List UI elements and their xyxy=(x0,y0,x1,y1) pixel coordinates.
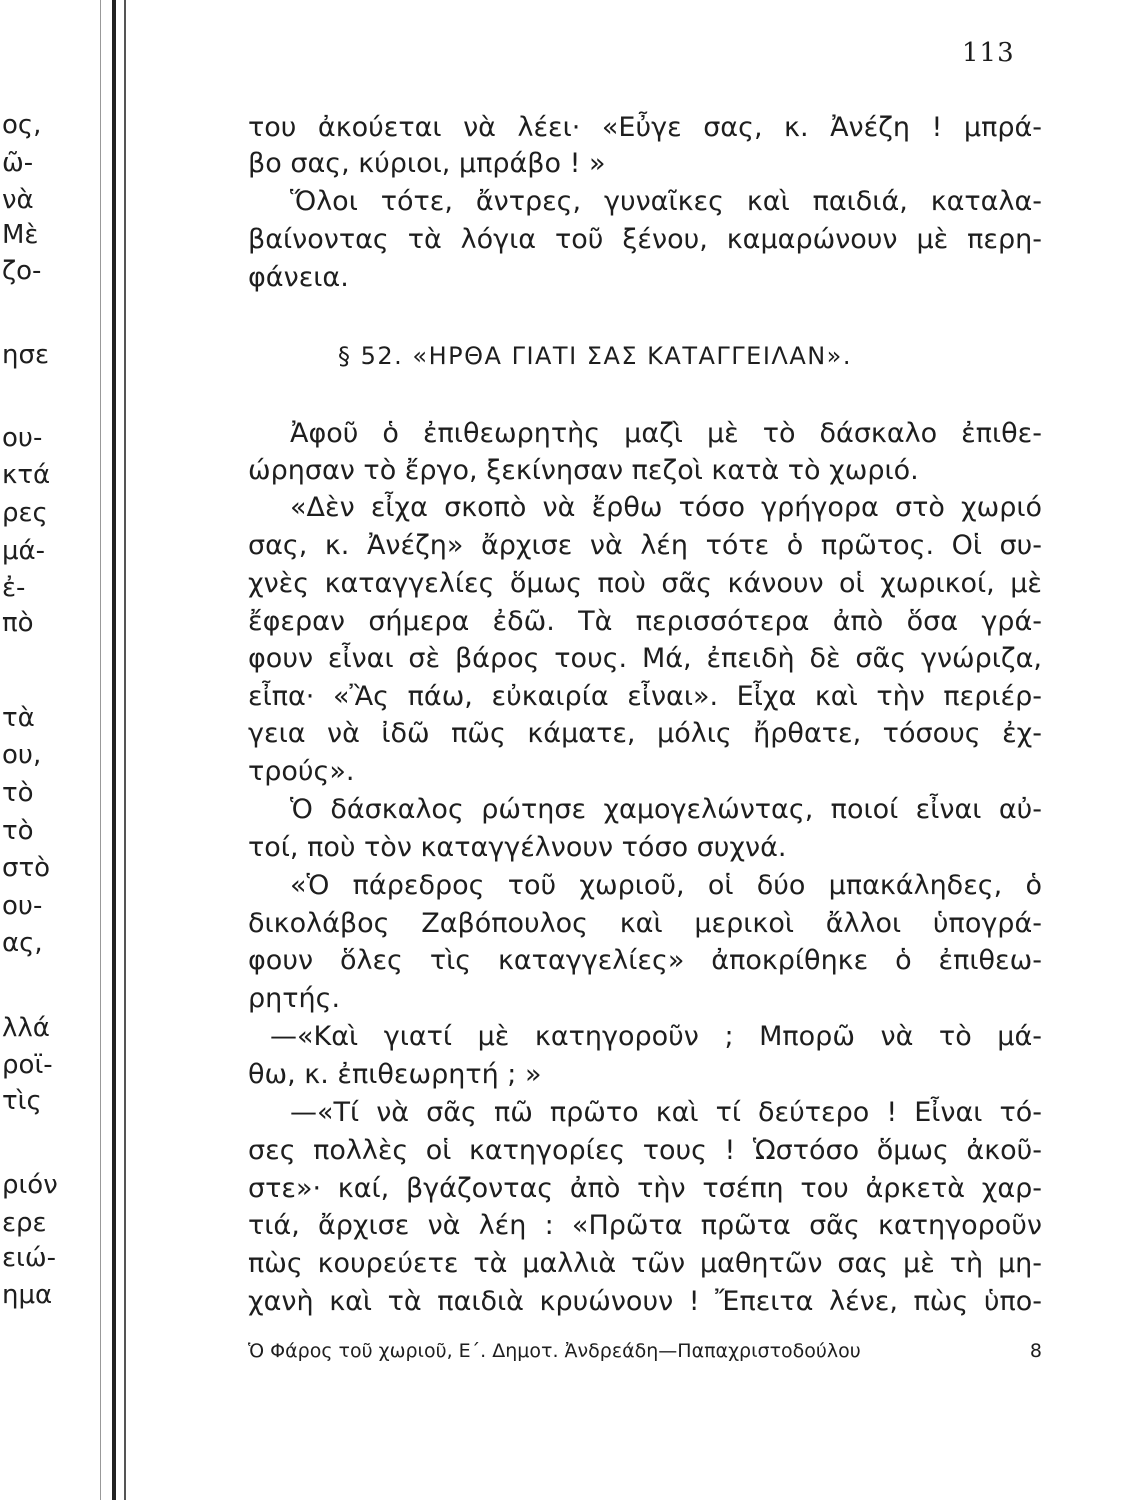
prev-page-fragment: ημα xyxy=(2,1280,53,1310)
prev-page-fragment: ἐ- xyxy=(2,573,26,603)
prev-page-fragment: ησε xyxy=(2,340,50,370)
prev-page-fragment: τὸ xyxy=(2,778,34,808)
text-line: —«Καὶ γιατί μὲ κατηγοροῦν ; Μπορῶ νὰ τὸ μά- xyxy=(270,1021,1042,1052)
prev-page-fragment: λλά xyxy=(2,1013,50,1043)
text-line: χανὴ καὶ τὰ παιδιὰ κρυώνουν ! Ἔπειτα λένε, πὼς ὑπο- xyxy=(248,1286,1042,1317)
text-line: τοί, ποὺ τὸν καταγγέλνουν τόσο συχνά. xyxy=(248,832,787,863)
text-line: τρούς». xyxy=(248,756,355,787)
text-line: θω, κ. ἐπιθεωρητή ; » xyxy=(248,1059,542,1090)
prev-page-fragment: ου- xyxy=(2,423,43,453)
page-number: 113 xyxy=(962,38,1015,68)
text-line: στε»· καί, βγάζοντας ἀπὸ τὴν τσέπη του ἀρκετὰ χαρ- xyxy=(248,1173,1042,1204)
prev-page-fragment: νὰ xyxy=(2,185,34,215)
prev-page-fragment: ερε xyxy=(2,1208,47,1238)
book-gutter xyxy=(112,0,116,1500)
text-line: του ἀκούεται νὰ λέει· «Εὖγε σας, κ. Ἀνέζη ! μπρά- xyxy=(248,112,1042,143)
gutter-shadow-line xyxy=(100,0,101,1500)
prev-page-fragment: ροϊ- xyxy=(2,1050,53,1080)
prev-page-fragment: ου, xyxy=(2,740,42,770)
prev-page-fragment: τὸ xyxy=(2,816,34,846)
text-line: «Ὁ πάρεδρος τοῦ χωριοῦ, οἱ δύο μπακάληδες, ὁ xyxy=(290,870,1042,901)
text-line: φουν ὅλες τὶς καταγγελίες» ἀποκρίθηκε ὁ ἐπιθεω- xyxy=(248,945,1042,976)
text-line: βο σας, κύριοι, μπράβο ! » xyxy=(248,148,606,179)
text-line: φάνεια. xyxy=(248,262,349,293)
prev-page-fragment: ρες xyxy=(2,498,48,528)
text-line: τιά, ἄρχισε νὰ λέη : «Πρῶτα πρῶτα σᾶς κατηγοροῦν xyxy=(248,1210,1042,1241)
footer-citation: Ὁ Φάρος τοῦ χωριοῦ, Ε΄. Δημοτ. Ἀνδρεάδη—Παπαχριστοδούλου xyxy=(248,1340,861,1362)
prev-page-fragment: ας, xyxy=(2,928,43,958)
text-line: Ὅλοι τότε, ἄντρες, γυναῖκες καὶ παιδιά, καταλα- xyxy=(290,186,1042,217)
prev-page-fragment: μά- xyxy=(2,536,46,566)
page-footer xyxy=(248,1340,1042,1362)
text-line: ἔφεραν σήμερα ἐδῶ. Τὰ περισσότερα ἀπὸ ὅσα γρά- xyxy=(248,606,1042,637)
text-line: φουν εἶναι σὲ βάρος τους. Μά, ἐπειδὴ δὲ σᾶς γνώριζα, xyxy=(248,643,1042,674)
text-line: δικολάβος Ζαβόπουλος καὶ μερικοὶ ἄλλοι ὑπογρά- xyxy=(248,908,1042,939)
signature-mark: 8 xyxy=(1029,1340,1042,1362)
prev-page-fragment: ῶ- xyxy=(2,148,34,178)
text-line: σες πολλὲς οἱ κατηγορίες τους ! Ὡστόσο ὅμως ἀκοῦ- xyxy=(248,1135,1042,1166)
prev-page-fragment: τὶς xyxy=(2,1086,42,1116)
text-line: χνὲς καταγγελίες ὅμως ποὺ σᾶς κάνουν οἱ χωρικοί, μὲ xyxy=(248,568,1042,599)
text-line: εἶπα· «Ἂς πάω, εὐκαιρία εἶναι». Εἶχα καὶ τὴν περιέρ- xyxy=(248,681,1042,712)
prev-page-fragment: στὸ xyxy=(2,853,51,883)
text-line: Ὁ δάσκαλος ρώτησε χαμογελώντας, ποιοί εἶναι αὐ- xyxy=(290,794,1042,825)
text-line: ώρησαν τὸ ἔργο, ξεκίνησαν πεζοὶ κατὰ τὸ χωριό. xyxy=(248,455,919,486)
text-line: σας, κ. Ἀνέζη» ἄρχισε νὰ λέη τότε ὁ πρῶτος. Οἱ συ- xyxy=(248,530,1042,561)
text-line: πὼς κουρεύετε τὰ μαλλιὰ τῶν μαθητῶν σας μὲ τὴ μη- xyxy=(248,1248,1042,1279)
prev-page-fragment: ζο- xyxy=(2,256,42,286)
book-gutter-inner xyxy=(124,0,126,1500)
text-line: Ἀφοῦ ὁ ἐπιθεωρητὴς μαζὶ μὲ τὸ δάσκαλο ἐπιθε- xyxy=(290,418,1042,449)
prev-page-fragment: ριόν xyxy=(2,1170,58,1200)
prev-page-fragment: ου- xyxy=(2,891,43,921)
text-line: «Δὲν εἶχα σκοπὸ νὰ ἔρθω τόσο γρήγορα στὸ χωριό xyxy=(290,492,1042,523)
text-line: βαίνοντας τὰ λόγια τοῦ ξένου, καμαρώνουν μὲ περη- xyxy=(248,224,1042,255)
prev-page-fragment: ειώ- xyxy=(2,1243,57,1273)
prev-page-fragment: ος, xyxy=(2,110,42,140)
previous-page-edge xyxy=(0,0,100,1500)
text-line: ρητής. xyxy=(248,983,341,1014)
text-line: —«Τί νὰ σᾶς πῶ πρῶτο καὶ τί δεύτερο ! Εἶναι τό- xyxy=(290,1097,1042,1128)
prev-page-fragment: Μὲ xyxy=(2,220,39,250)
prev-page-fragment: τὰ xyxy=(2,703,35,733)
prev-page-fragment: κτά xyxy=(2,460,51,490)
section-heading: § 52. «ΗΡΘΑ ΓΙΑΤΙ ΣΑΣ ΚΑΤΑΓΓΕΙΛΑΝ». xyxy=(338,342,852,370)
text-line: γεια νὰ ἰδῶ πῶς κάματε, μόλις ἤρθατε, τόσους ἐχ- xyxy=(248,718,1042,749)
prev-page-fragment: πὸ xyxy=(2,608,34,638)
